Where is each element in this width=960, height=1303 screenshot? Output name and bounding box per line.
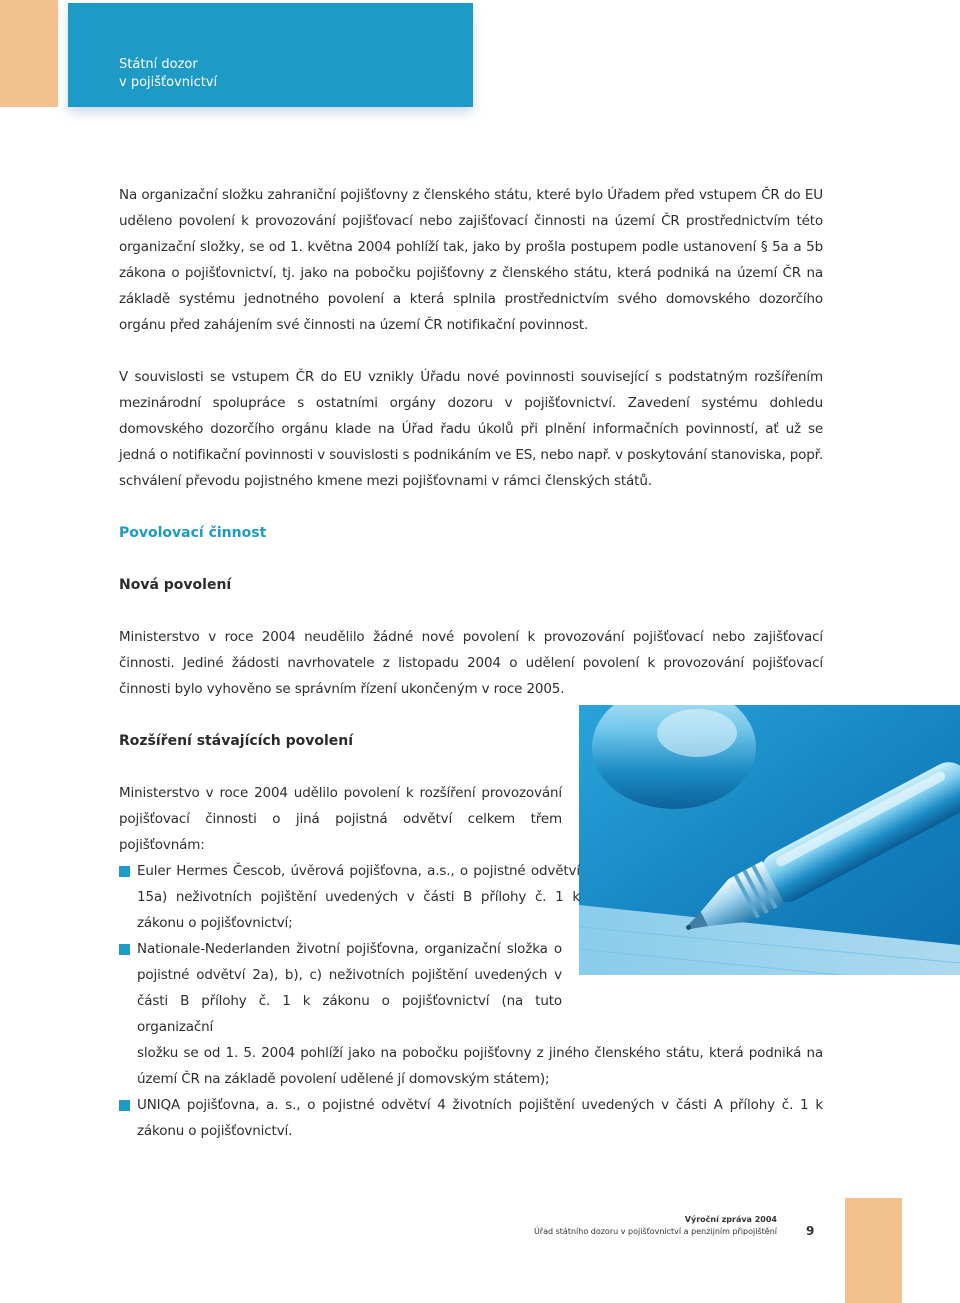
list-item-text: Euler Hermes Čescob, úvěrová pojišťovna, a.s., o pojistné odvětví 15a) neživotních pojištění uvedených v části B přílohy č. 1 k zákonu o pojišťovnictví; <box>137 863 580 931</box>
decorative-orange-tab <box>0 0 58 107</box>
page-number: 9 <box>806 1224 815 1238</box>
blue-square-bullet-icon <box>119 1100 130 1111</box>
paragraph-license-extensions: Ministerstvo v roce 2004 udělilo povolení k rozšíření provozování pojišťovací činnosti o jiná pojistná odvětví celkem třem pojišťovnám: <box>119 785 562 853</box>
footer-report-title: Výroční zpráva 2004 <box>684 1215 777 1224</box>
list-item <box>119 1092 823 1144</box>
blue-square-bullet-icon <box>119 866 130 877</box>
chapter-title <box>119 56 459 92</box>
paragraph-new-licenses: Ministerstvo v roce 2004 neudělilo žádné nové povolení k provozování pojišťovací nebo zajišťovací činnosti. Jediné žádosti navrhovatele z listopadu 2004 o udělení povolení k provozování pojišťovací činnosti bylo vyhověno se správním řízení ukončeným v roce 2005. <box>119 629 823 697</box>
list-item <box>119 858 580 936</box>
insurer-list <box>119 858 823 1144</box>
subheading-new-licenses: Nová povolení <box>119 577 232 593</box>
list-item-text-continued: složku se od 1. 5. 2004 pohlíží jako na pobočku pojišťovny z jiného členského státu, která podniká na území ČR na základě povolení udělené jí domovským státem); <box>137 1045 823 1087</box>
footer-office-name: Úřad státního dozoru v pojišťovnictví a penzijním připojištění <box>533 1227 777 1236</box>
list-item-text: UNIQA pojišťovna, a. s., o pojistné odvětví 4 životních pojištění uvedených v části A přílohy č. 1 k zákonu o pojišťovnictví. <box>137 1097 823 1139</box>
subheading-license-extensions: Rozšíření stávajících povolení <box>119 733 354 749</box>
main-content <box>119 182 823 1144</box>
chapter-title-line1: Státní dozor <box>119 57 198 72</box>
chapter-title-line2: v pojišťovnictví <box>119 75 218 90</box>
list-item <box>119 936 823 1092</box>
blue-square-bullet-icon <box>119 944 130 955</box>
section-heading-licensing: Povolovací činnost <box>119 525 267 541</box>
list-item-text: Nationale-Nederlanden životní pojišťovna, organizační složka o pojistné odvětví 2a), b), c) neživotních pojištění uvedených v části B přílohy č. 1 k zákonu o pojišťovnictví (na tuto organizační <box>137 941 562 1035</box>
chapter-header <box>68 3 473 107</box>
decorative-orange-footer-tab <box>845 1198 902 1303</box>
paragraph-eu-cooperation: V souvislosti se vstupem ČR do EU vznikly Úřadu nové povinnosti související s podstatným rozšířením mezinárodní spolupráce s ostatními orgány dozoru v pojišťovnictví. Zavedení systému dohledu domovského dozorčího orgánu klade na Úřad řadu úkolů při plnění informačních povinností, ať už se jedná o notifikační povinnosti v souvislosti s podnikáním ve ES, nebo např. v poskytování stanoviska, popř. schválení převodu pojistného kmene mezi pojišťovnami v rámci členských států. <box>119 369 823 489</box>
footer-publication-info <box>534 1214 777 1238</box>
paragraph-branch-status: Na organizační složku zahraniční pojišťovny z členského státu, které bylo Úřadem před vstupem ČR do EU uděleno povolení k provozování pojišťovací nebo zajišťovací činnosti na území ČR prostřednictvím této organizační složky, se od 1. května 2004 pohlíží tak, jako by prošla postupem podle ustanovení § 5a a 5b zákona o pojišťovnictví, tj. jako na pobočku pojišťovny z členského státu, která podniká na území ČR na základě systému jednotného povolení a která splnila prostřednictvím svého domovského dozorčího orgánu před zahájením své činnosti na území ČR notifikační povinnost. <box>119 187 823 333</box>
